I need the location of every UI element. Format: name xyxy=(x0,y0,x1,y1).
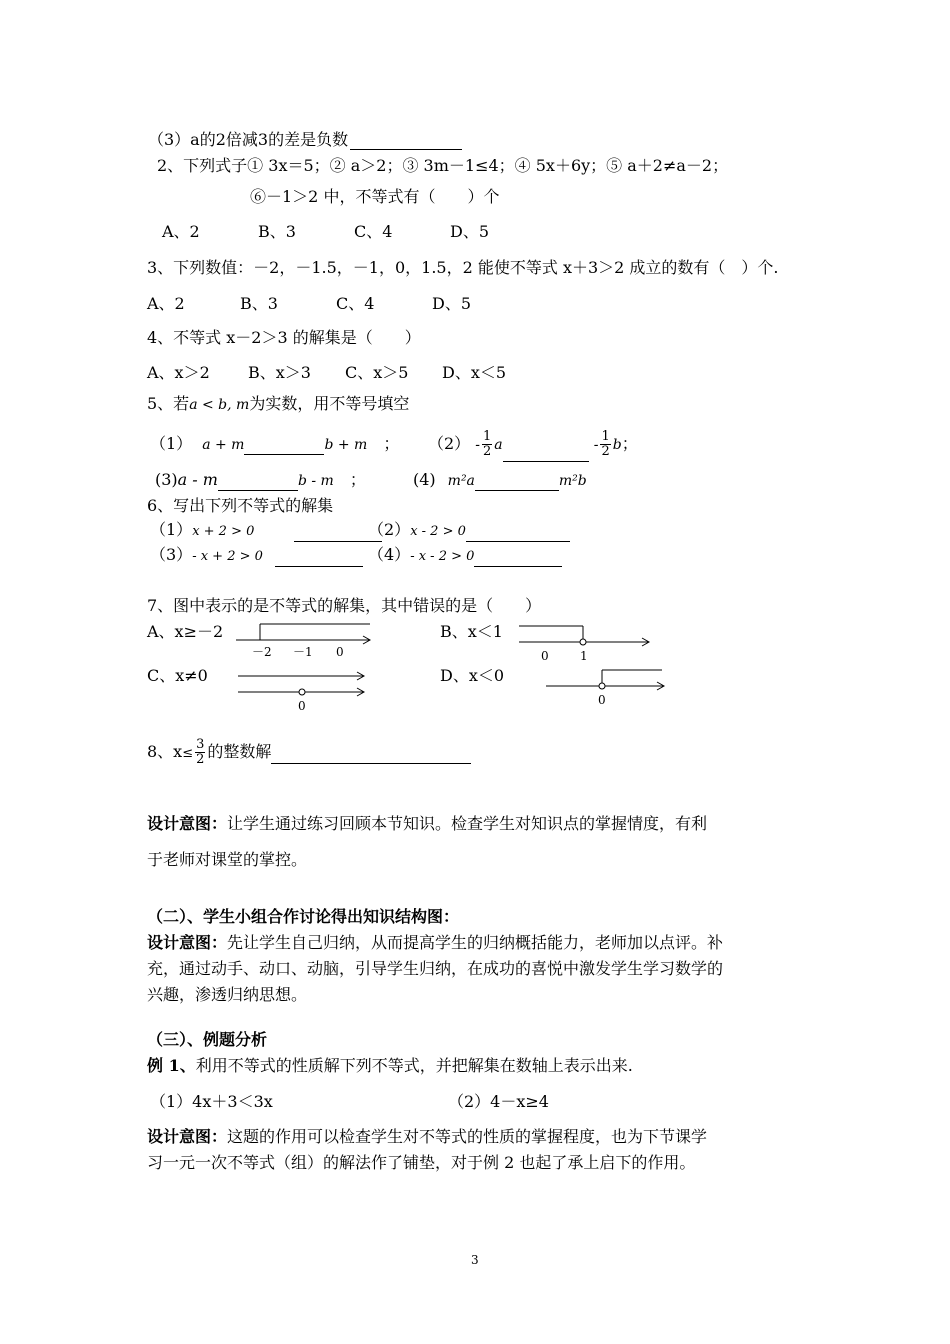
question-5-title xyxy=(147,394,409,415)
question-3-option-d: D、5 xyxy=(432,294,472,313)
question-5-part-1 xyxy=(150,434,399,455)
q5-sep3: ； xyxy=(349,470,366,489)
question-7-option-a-label: A、x≥－2 xyxy=(147,622,224,641)
answer-blank xyxy=(218,474,298,491)
q5-p1-left: a + m xyxy=(202,437,245,453)
q6-p3-label: （3） xyxy=(150,545,193,564)
design-intent-text: 让学生通过练习回顾本节知识。检查学生对知识点的掌握情度，有利 xyxy=(227,814,708,833)
tick-label: 0 xyxy=(598,693,606,707)
question-7-option-d-label: D、x＜0 xyxy=(440,666,505,685)
question-1-part-3 xyxy=(148,130,462,150)
q5-p4-left: m²a xyxy=(447,473,475,489)
question-2-line-1: 2、下列式子① 3x＝5；② a＞2；③ 3m－1≤4；④ 5x＋6y；⑤ a＋2≠a－2； xyxy=(157,156,729,175)
answer-blank xyxy=(350,133,462,150)
q6-p4-label: （4） xyxy=(368,545,411,564)
q5-p3-left: a - m xyxy=(177,470,218,489)
fraction-one-half: $\frac{1}{2}$ xyxy=(483,429,492,459)
question-2-line-2: ⑥－1＞2 中，不等式有（ ）个 xyxy=(250,187,500,206)
design-intent-text: 先让学生自己归纳，从而提高学生的归纳概括能力，老师加以点评。补 xyxy=(227,933,724,952)
q5-p3-right: b - m xyxy=(297,473,334,489)
page-number: 3 xyxy=(471,1253,479,1267)
question-7-option-b-label: B、x＜1 xyxy=(440,622,503,641)
q5-sep1: ； xyxy=(383,434,400,453)
answer-blank xyxy=(466,525,570,542)
design-intent-heading: 设计意图： xyxy=(147,814,228,833)
q5-p4-right: m²b xyxy=(558,473,587,489)
q6-p3-expr: - x + 2 > 0 xyxy=(192,549,263,564)
answer-blank xyxy=(244,438,324,455)
example-1 xyxy=(147,1056,633,1076)
open-circle xyxy=(299,689,305,695)
q5-p2-var-a: a xyxy=(494,437,503,453)
q5-p2-end: ； xyxy=(621,434,638,453)
q5-condition: a < b, m xyxy=(189,397,250,413)
question-5-part-3 xyxy=(155,470,366,491)
section-3-title: （三）、例题分析 xyxy=(147,1030,268,1049)
question-8 xyxy=(147,732,471,774)
section-2-intent-line-2: 充，通过动手、动口、动脑，引导学生归纳，在成功的喜悦中激发学生学习数学的 xyxy=(147,959,724,978)
question-4-option-b: B、x＞3 xyxy=(248,363,311,382)
question-3-option-a: A、2 xyxy=(147,294,185,313)
number-line-b xyxy=(515,618,655,664)
open-circle xyxy=(580,639,586,645)
question-6-part-2 xyxy=(368,520,570,542)
design-intent-heading: 设计意图： xyxy=(147,1127,228,1146)
section-3-intent-line-2: 习一元一次不等式（组）的解法作了铺垫，对于例 2 也起了承上启下的作用。 xyxy=(147,1153,696,1172)
q8-prefix: 8、x xyxy=(147,742,183,761)
question-2-option-b: B、3 xyxy=(258,222,296,241)
question-4-option-a: A、x＞2 xyxy=(147,363,210,382)
q5-p2-var-b: b xyxy=(612,437,622,453)
question-7-option-c-label: C、x≠0 xyxy=(147,666,208,685)
example-1-text: 利用不等式的性质解下列不等式，并把解集在数轴上表示出来. xyxy=(195,1056,633,1075)
fraction-three-halves: $\frac{3}{2}$ xyxy=(196,737,205,767)
question-3-text: 3、下列数值：－2，－1.5，－1，0，1.5，2 能使不等式 x＋3＞2 成立的数有（ ）个. xyxy=(147,258,779,277)
q5-suffix: 为实数，用不等号填空 xyxy=(249,394,410,413)
q5-p2-sign-right: - xyxy=(593,437,599,453)
answer-blank xyxy=(503,445,589,462)
number-line-d xyxy=(540,664,672,708)
question-6-part-4 xyxy=(368,545,562,567)
q5-p4-label: (4) xyxy=(413,470,436,489)
answer-blank xyxy=(475,474,559,491)
section-3-intent-line-1 xyxy=(147,1127,707,1147)
question-3-option-c: C、4 xyxy=(336,294,375,313)
question-4-option-c: C、x＞5 xyxy=(345,363,409,382)
q6-p1-expr: x + 2 > 0 xyxy=(192,524,255,539)
q1-3-text: （3）a的2倍减3的差是负数 xyxy=(148,130,349,149)
question-5-part-4 xyxy=(413,470,587,491)
question-2-option-d: D、5 xyxy=(450,222,490,241)
q5-p2-label: （2） xyxy=(428,434,471,453)
q8-symbol: ≤ xyxy=(182,746,194,761)
question-2-option-c: C、4 xyxy=(354,222,393,241)
q5-prefix: 5、若 xyxy=(147,394,190,413)
q5-p3-label: (3) xyxy=(155,470,178,489)
q6-p2-label: （2） xyxy=(368,520,411,539)
question-3-option-b: B、3 xyxy=(240,294,278,313)
design-intent-1-line-1 xyxy=(147,814,707,834)
number-line-c xyxy=(232,662,374,714)
section-2-title: （二）、学生小组合作讨论得出知识结构图： xyxy=(147,907,460,926)
tick-label: 0 xyxy=(298,699,306,713)
question-5-part-2 xyxy=(428,427,638,462)
question-7-title: 7、图中表示的是不等式的解集，其中错误的是（ ） xyxy=(147,596,542,615)
example-1-part-1: （1）4x＋3＜3x xyxy=(150,1092,273,1111)
section-2-intent-line-3: 兴趣，渗透归纳思想。 xyxy=(147,985,308,1004)
answer-blank xyxy=(275,550,363,567)
q5-p1-label: （1） xyxy=(150,434,193,453)
q5-p2-sign: - xyxy=(475,437,481,453)
question-6-part-1 xyxy=(150,520,382,542)
tick-label: －2 xyxy=(252,645,272,659)
q6-p4-expr: - x - 2 > 0 xyxy=(410,549,475,564)
question-6-title: 6、写出下列不等式的解集 xyxy=(147,496,334,515)
q6-p2-expr: x - 2 > 0 xyxy=(410,524,466,539)
q8-suffix: 的整数解 xyxy=(207,742,272,761)
answer-blank xyxy=(271,747,471,764)
number-line-a xyxy=(230,616,380,662)
design-intent-1-line-2: 于老师对课堂的掌控。 xyxy=(147,850,308,869)
answer-blank xyxy=(474,550,562,567)
question-4-text: 4、不等式 x－2＞3 的解集是（ ） xyxy=(147,328,421,347)
tick-label: 1 xyxy=(580,649,588,663)
question-6-part-3 xyxy=(150,545,363,567)
design-intent-text: 这题的作用可以检查学生对不等式的性质的掌握程度，也为下节课学 xyxy=(227,1127,708,1146)
tick-label: 0 xyxy=(336,645,344,659)
section-2-intent-line-1 xyxy=(147,933,723,953)
question-4-option-d: D、x＜5 xyxy=(442,363,507,382)
example-1-part-2: （2）4－x≥4 xyxy=(448,1092,549,1111)
tick-label: 0 xyxy=(541,649,549,663)
design-intent-heading: 设计意图： xyxy=(147,933,228,952)
question-2-option-a: A、2 xyxy=(162,222,200,241)
q5-p1-right: b + m xyxy=(324,437,368,453)
tick-label: －1 xyxy=(293,645,313,659)
q6-p1-label: （1） xyxy=(150,520,193,539)
fraction-one-half: $\frac{1}{2}$ xyxy=(601,429,610,459)
example-1-heading: 例 1、 xyxy=(147,1056,196,1075)
open-circle xyxy=(599,683,605,689)
